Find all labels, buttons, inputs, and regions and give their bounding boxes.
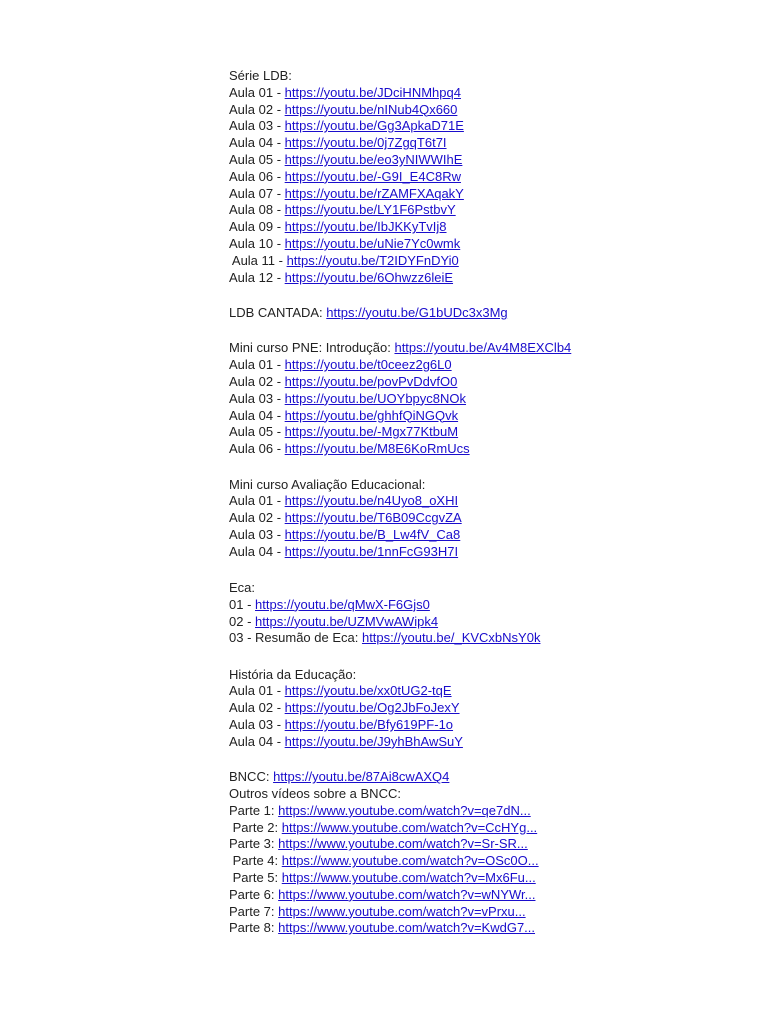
list-item <box>229 85 749 102</box>
video-link[interactable]: https://youtu.be/uNie7Yc0wmk <box>284 235 461 251</box>
section-heading: Série LDB: <box>229 68 292 83</box>
video-link[interactable]: https://youtu.be/Bfy619PF-1o <box>284 717 454 733</box>
video-link[interactable]: https://youtu.be/nINub4Qx660 <box>284 101 458 117</box>
section-spacer <box>229 751 749 770</box>
list-item <box>229 202 749 219</box>
list-item <box>229 186 749 203</box>
item-label: Aula 06 - <box>229 441 285 457</box>
item-label: Parte 6: <box>229 886 279 902</box>
video-link[interactable]: https://www.youtube.com/watch?v=vPrxu... <box>278 903 526 919</box>
video-link[interactable]: https://youtu.be/G1bUDc3x3Mg <box>326 304 508 320</box>
video-link[interactable]: https://youtu.be/IbJKKyTvIj8 <box>284 219 447 235</box>
list-item <box>229 236 749 253</box>
item-label: Aula 01 - <box>229 84 285 100</box>
section-spacer <box>229 458 749 477</box>
item-label: Aula 06 - <box>229 168 285 184</box>
item-label: Aula 02 - <box>229 510 285 526</box>
video-link[interactable]: https://youtu.be/J9yhBhAwSuY <box>284 733 463 749</box>
item-label: Aula 10 - <box>229 235 285 251</box>
list-item <box>229 340 749 357</box>
item-label: Parte 7: <box>229 903 279 919</box>
list-item <box>229 734 749 751</box>
section-spacer <box>229 561 749 581</box>
section-spacer <box>229 286 749 305</box>
item-label: Aula 07 - <box>229 185 285 201</box>
list-item <box>229 853 749 870</box>
list-item <box>229 118 749 135</box>
video-link[interactable]: https://youtu.be/qMwX-F6Gjs0 <box>255 596 430 612</box>
item-label: Parte 3: <box>229 836 279 852</box>
item-label: 02 - <box>229 613 256 629</box>
section-heading: Eca: <box>229 580 256 595</box>
video-link[interactable]: https://youtu.be/T2IDYFnDYi0 <box>286 252 459 268</box>
list-item <box>229 253 749 270</box>
video-link[interactable]: https://youtu.be/eo3yNIWWIhE <box>284 151 463 167</box>
video-link[interactable]: https://youtu.be/UZMVwAWipk4 <box>255 613 439 629</box>
video-link[interactable]: https://youtu.be/Av4M8EXClb4 <box>394 340 572 356</box>
video-link[interactable]: https://youtu.be/6Ohwzz6leiE <box>284 269 454 285</box>
video-link[interactable]: https://www.youtube.com/watch?v=CcHYg... <box>281 819 538 835</box>
item-label: Aula 04 - <box>229 135 285 151</box>
list-item <box>229 391 749 408</box>
item-label: Aula 03 - <box>229 526 285 542</box>
item-label: Parte 4: <box>229 853 282 869</box>
video-link[interactable]: https://youtu.be/B_Lw4fV_Ca8 <box>284 526 461 542</box>
list-item <box>229 305 749 322</box>
list-item <box>229 820 749 837</box>
list-item <box>229 135 749 152</box>
item-label: Parte 5: <box>229 870 282 886</box>
list-item <box>229 597 749 614</box>
list-item <box>229 270 749 287</box>
item-label: Aula 11 - <box>229 252 287 268</box>
item-label: Aula 02 - <box>229 700 285 716</box>
item-label: Aula 02 - <box>229 101 285 117</box>
video-link[interactable]: https://youtu.be/n4Uyo8_oXHI <box>284 493 459 509</box>
list-item <box>229 544 749 561</box>
item-label: Aula 02 - <box>229 373 285 389</box>
list-item <box>229 169 749 186</box>
video-link[interactable]: https://youtu.be/_KVCxbNsY0k <box>361 630 541 646</box>
list-item <box>229 786 749 803</box>
video-link[interactable]: https://www.youtube.com/watch?v=Mx6Fu... <box>281 870 536 886</box>
item-label: 01 - <box>229 596 256 612</box>
list-item <box>229 493 749 510</box>
item-label: Mini curso PNE: Introdução: <box>229 340 395 356</box>
list-item <box>229 836 749 853</box>
video-link[interactable]: https://www.youtube.com/watch?v=qe7dN... <box>278 802 531 818</box>
list-item <box>229 408 749 425</box>
item-label: Aula 01 - <box>229 357 285 373</box>
list-item <box>229 904 749 921</box>
item-label: Aula 08 - <box>229 202 285 218</box>
video-link[interactable]: https://youtu.be/Gg3ApkaD71E <box>284 118 464 134</box>
list-item <box>229 700 749 717</box>
item-label: LDB CANTADA: <box>229 304 327 320</box>
item-label: Aula 03 - <box>229 118 285 134</box>
section-spacer <box>229 647 749 667</box>
list-item <box>229 803 749 820</box>
video-link[interactable]: https://youtu.be/87Ai8cwAXQ4 <box>273 769 450 785</box>
video-link[interactable]: https://youtu.be/UOYbpyc8NOk <box>284 390 467 406</box>
item-label: Parte 1: <box>229 802 279 818</box>
list-item <box>229 683 749 700</box>
list-item <box>229 614 749 631</box>
item-label: Aula 03 - <box>229 717 285 733</box>
item-label: 03 - Resumão de Eca: <box>229 630 362 646</box>
item-label: Aula 03 - <box>229 390 285 406</box>
list-item <box>229 887 749 904</box>
item-label: Aula 09 - <box>229 219 285 235</box>
video-link[interactable]: https://www.youtube.com/watch?v=OSc0O... <box>281 853 539 869</box>
list-item <box>229 870 749 887</box>
video-link[interactable]: https://youtu.be/JDciHNMhpq4 <box>284 84 461 100</box>
video-link[interactable]: https://youtu.be/povPvDdvfO0 <box>284 373 458 389</box>
list-item <box>229 424 749 441</box>
item-label: Outros vídeos sobre a BNCC: <box>229 786 401 802</box>
item-label: Aula 05 - <box>229 151 285 167</box>
item-label: Parte 8: <box>229 920 279 936</box>
list-item <box>229 717 749 734</box>
list-item <box>229 441 749 458</box>
video-link[interactable]: https://youtu.be/0j7ZgqT6t7I <box>284 135 447 151</box>
list-item <box>229 769 749 786</box>
item-label: Aula 12 - <box>229 269 285 285</box>
video-link[interactable]: https://www.youtube.com/watch?v=wNYWr... <box>278 886 536 902</box>
video-link[interactable]: https://youtu.be/M8E6KoRmUcs <box>284 441 470 457</box>
item-label: Aula 04 - <box>229 733 285 749</box>
list-item <box>229 357 749 374</box>
item-label: Aula 01 - <box>229 493 285 509</box>
item-label: Parte 2: <box>229 819 282 835</box>
video-link[interactable]: https://youtu.be/rZAMFXAqakY <box>284 185 464 201</box>
video-link[interactable]: https://youtu.be/1nnFcG93H7I <box>284 543 459 559</box>
item-label: Aula 04 - <box>229 543 285 559</box>
section-spacer <box>229 322 749 341</box>
video-link[interactable]: https://www.youtube.com/watch?v=KwdG7... <box>278 920 536 936</box>
video-link[interactable]: https://youtu.be/xx0tUG2-tqE <box>284 683 452 699</box>
item-label: Aula 04 - <box>229 407 285 423</box>
list-item <box>229 920 749 937</box>
video-link[interactable]: https://youtu.be/T6B09CcgvZA <box>284 510 462 526</box>
video-link[interactable]: https://youtu.be/-Mgx77KtbuM <box>284 424 459 440</box>
list-item <box>229 510 749 527</box>
video-link[interactable]: https://youtu.be/-G9I_E4C8Rw <box>284 168 461 184</box>
document-body <box>229 68 749 937</box>
list-item <box>229 374 749 391</box>
list-item <box>229 152 749 169</box>
video-link[interactable]: https://www.youtube.com/watch?v=Sr-SR... <box>278 836 528 852</box>
section-heading: Mini curso Avaliação Educacional: <box>229 476 426 492</box>
list-item <box>229 527 749 544</box>
video-link[interactable]: https://youtu.be/t0ceez2g6L0 <box>284 357 452 373</box>
item-label: BNCC: <box>229 769 274 785</box>
list-item <box>229 102 749 119</box>
video-link[interactable]: https://youtu.be/Og2JbFoJexY <box>284 700 460 716</box>
video-link[interactable]: https://youtu.be/LY1F6PstbvY <box>284 202 456 218</box>
section-heading: História da Educação: <box>229 666 357 682</box>
item-label: Aula 05 - <box>229 424 285 440</box>
item-label: Aula 01 - <box>229 683 285 699</box>
list-item <box>229 219 749 236</box>
video-link[interactable]: https://youtu.be/ghhfQiNGQvk <box>284 407 459 423</box>
list-item <box>229 630 749 647</box>
